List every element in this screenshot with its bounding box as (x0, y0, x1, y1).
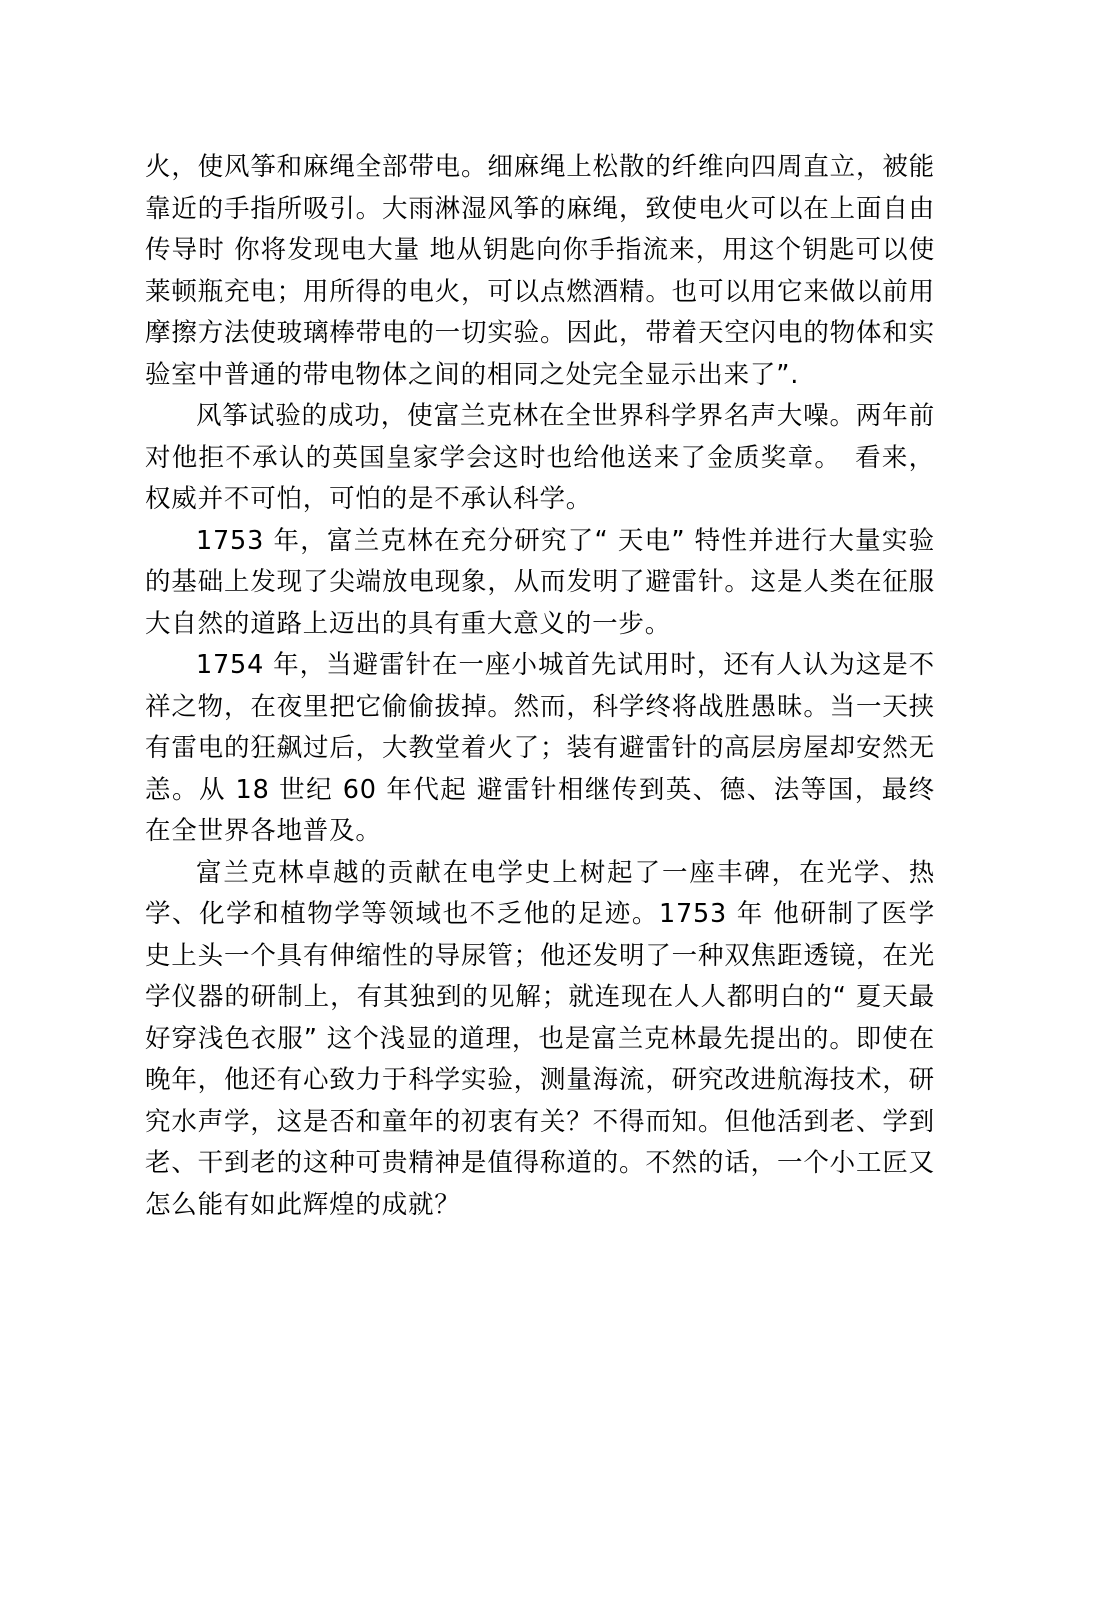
paragraph-1753-lightning-rod: 1753 年，富兰克林在充分研究了“ 天电” 特性并进行大量实验的基础上发现了尖端放电现象，从而发明了避雷针。这是人类在征服大自然的道路上迈出的具有重大意义的一步。 (145, 525, 935, 639)
paragraph-1754-lightning-rod-trial: 1754 年，当避雷针在一座小城首先试用时，还有人认为这是不祥之物，在夜里把它偷偷拔掉。然而，科学终将战胜愚昧。当一天挟有雷电的狂飙过后，大教堂着火了；装有避雷针的高层房屋却安然无恙。从 18 世纪 60 年代起 避雷针相继传到英、德、法等国，最终在全世界各地普及。 (145, 650, 935, 846)
document-body (145, 147, 935, 1226)
paragraph-kite-success: 风筝试验的成功，使富兰克林在全世界科学界名声大噪。两年前对他拒不承认的英国皇家学会这时也给他送来了金质奖章。 看来，权威并不可怕，可怕的是不承认科学。 (145, 401, 935, 514)
paragraph-contributions: 富兰克林卓越的贡献在电学史上树起了一座丰碑，在光学、热学、化学和植物学等领域也不乏他的足迹。1753 年 他研制了医学史上头一个具有伸缩性的导尿管；他还发明了一种双焦距透镜，在光学仪器的研制上，有其独到的见解；就连现在人人都明白的“ 夏天最好穿浅色衣服” 这个浅显的道理，也是富兰克林最先提出的。即使在晚年，他还有心致力于科学实验，测量海流，研究改进航海技术，研究水声学，这是否和童年的初衷有关？不得而知。但他活到老、学到老、干到老的这种可贵精神是值得称道的。不然的话，一个小工匠又怎么能有如此辉煌的成就？ (145, 857, 935, 1220)
paragraph-kite-experiment-quote: 火，使风筝和麻绳全部带电。细麻绳上松散的纤维向四周直立，被能靠近的手指所吸引。大雨淋湿风筝的麻绳，致使电火可以在上面自由传导时 你将发现电大量 地从钥匙向你手指流来，用这个钥匙可以使莱顿瓶充电；用所得的电火，可以点燃酒精。也可以用它来做以前用摩擦方法使玻璃棒带电的一切实验。因此，带着天空闪电的物体和实验室中普通的带电物体之间的相同之处完全显示出来了”. (145, 152, 935, 390)
